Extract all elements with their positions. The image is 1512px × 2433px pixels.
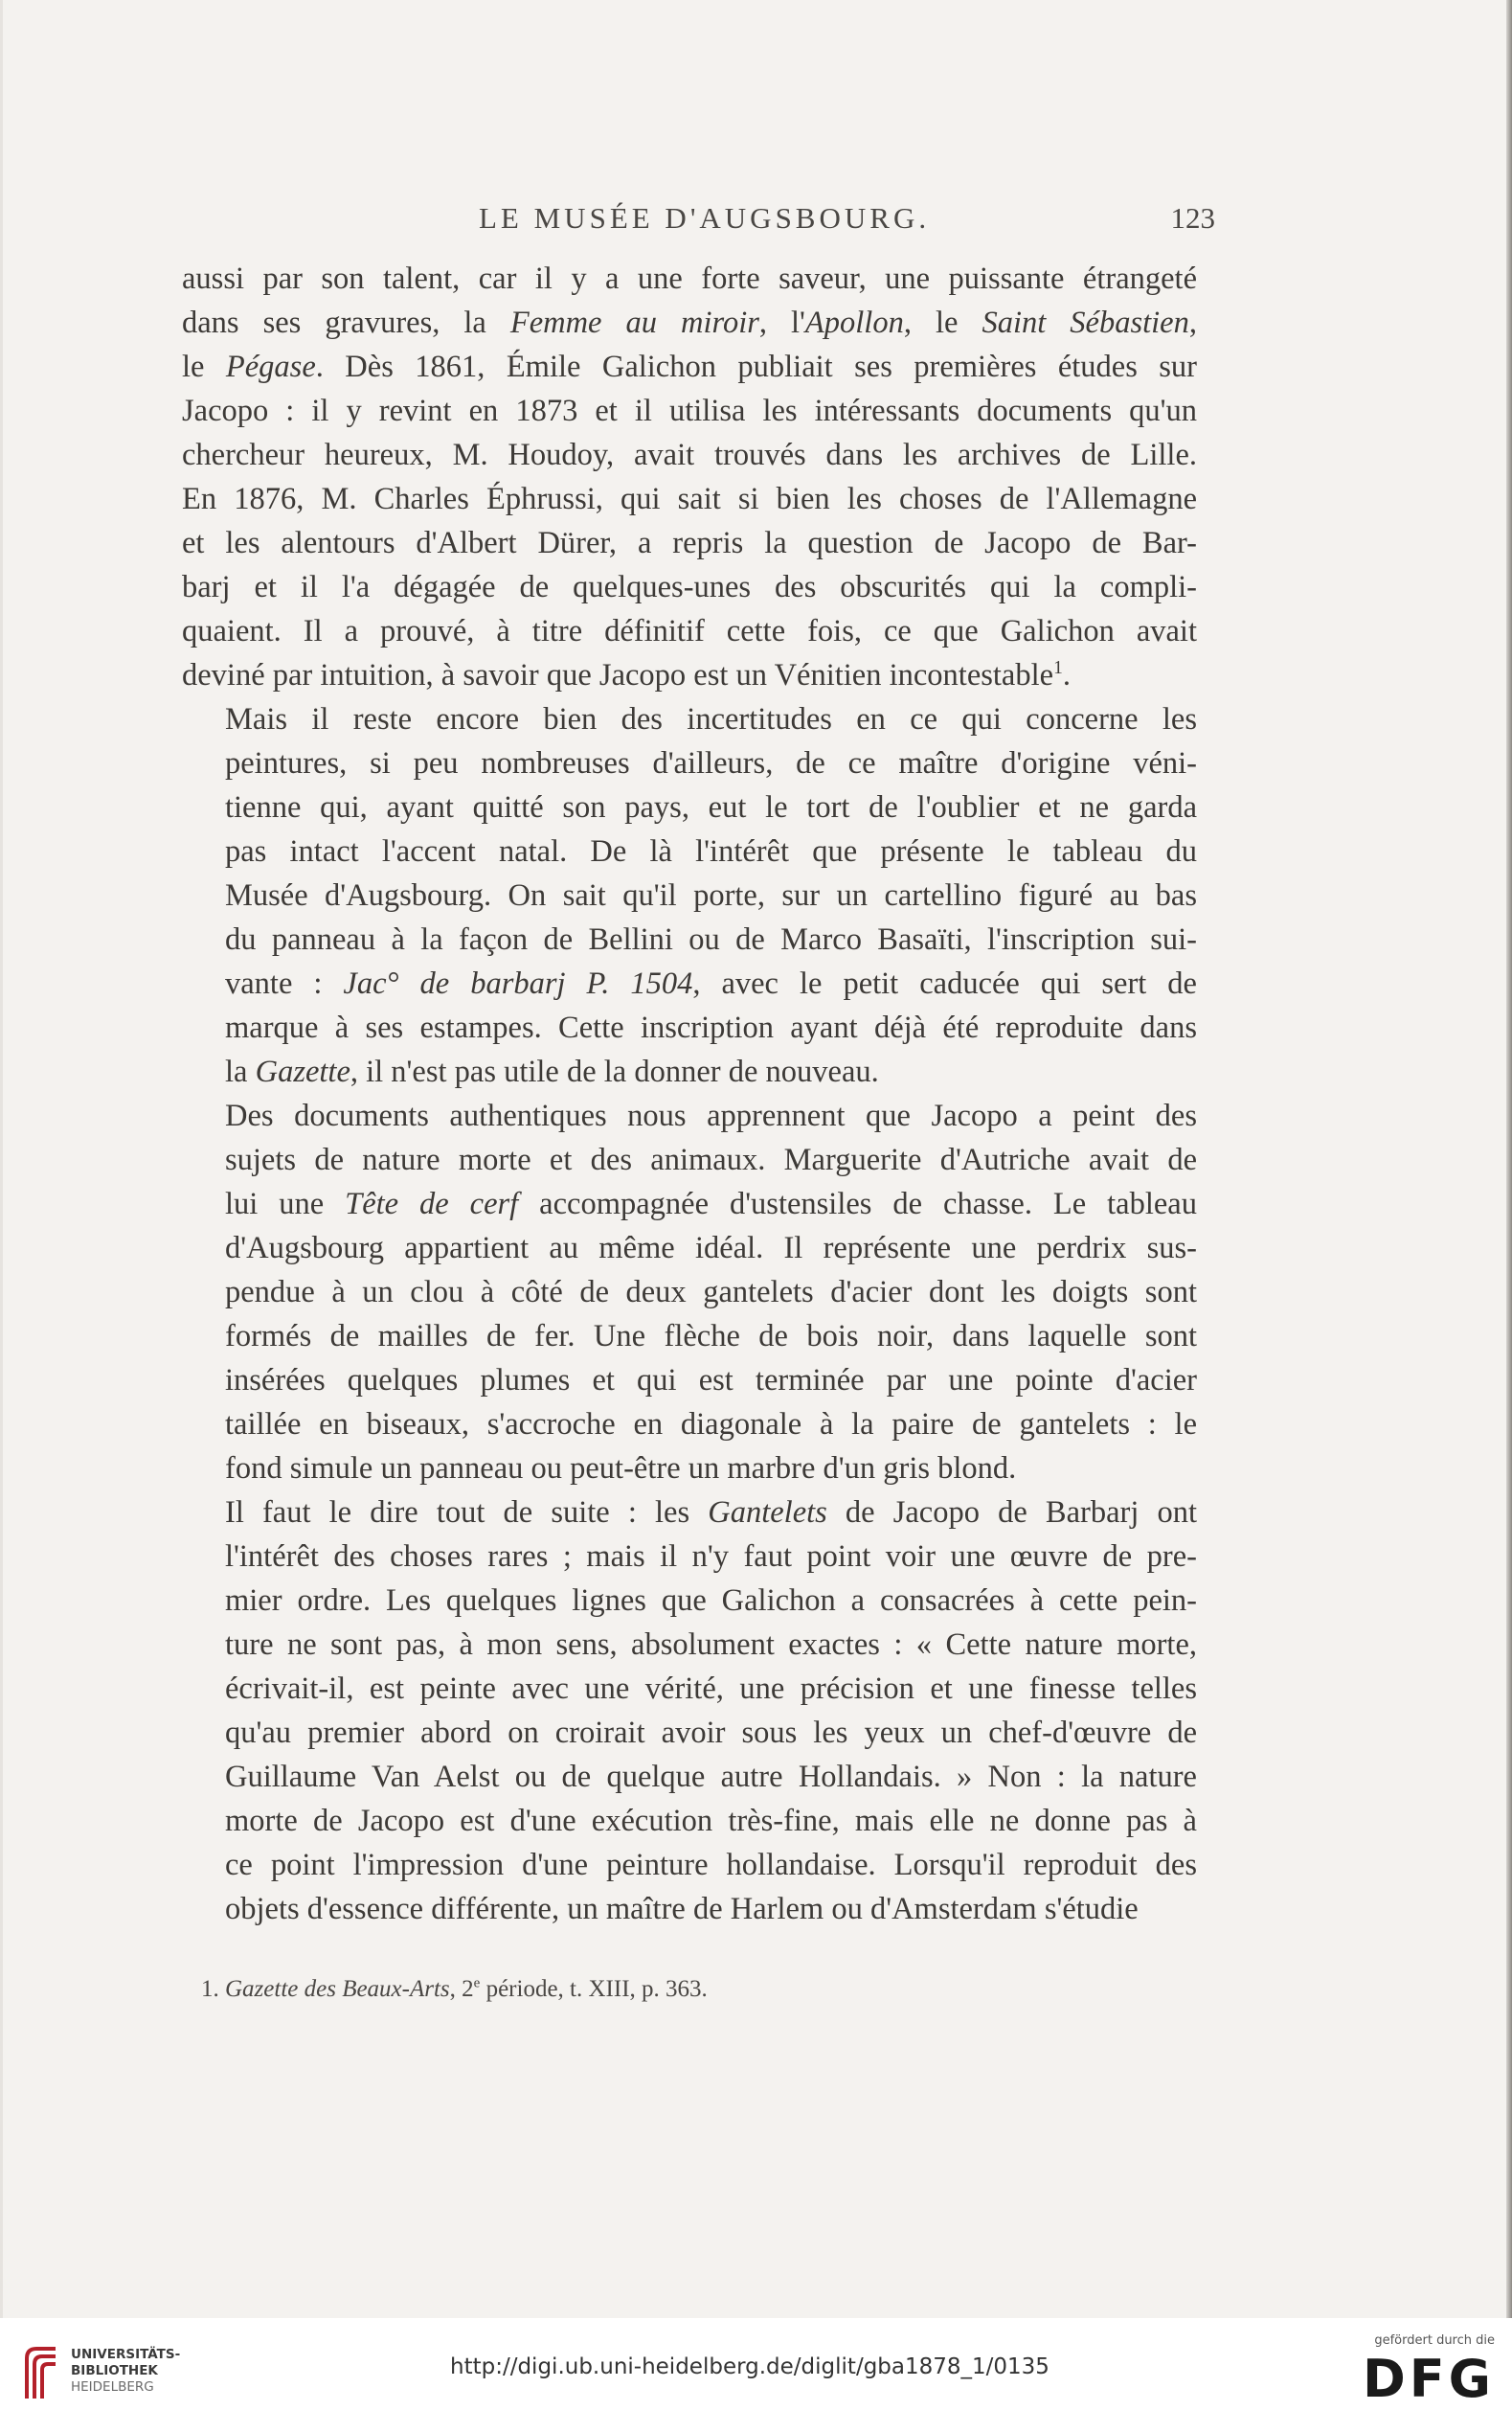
text-line: lui une Tête de cerf accompagnée d'ustensiles de chasse. Le tableau (225, 1187, 1197, 1221)
text-line: ce point l'impression d'une peinture hollandaise. Lorsqu'il reproduit des (225, 1848, 1197, 1882)
text-line: vante : Jac° de barbarj P. 1504, avec le petit caducée qui sert de (225, 966, 1197, 1001)
library-logo[interactable] (21, 2337, 193, 2414)
footer-bar (0, 2318, 1512, 2433)
text-line: insérées quelques plumes et qui est terminée par une pointe d'acier (225, 1363, 1197, 1398)
text-line: deviné par intuition, à savoir que Jacopo est un Vénitien incontestable$^1$. (182, 658, 1071, 693)
footnote-number: 1. (201, 1976, 219, 2002)
footnote-sup: e (473, 1975, 481, 1991)
text-line: taillée en biseaux, s'accroche en diagonale à la paire de gantelets : le (225, 1407, 1197, 1442)
funding-caption: gefördert durch die (1374, 2333, 1495, 2348)
paragraph-1 (182, 257, 1197, 697)
italic-title: Pégase (225, 350, 316, 384)
text-line: fond simule un panneau ou peut-être un marbre d'un gris blond. (225, 1451, 1017, 1486)
text-line: ture ne sont pas, à mon sens, absolument exactes : « Cette nature morte, (225, 1627, 1197, 1662)
text-line: Musée d'Augsbourg. On sait qu'il porte, sur un cartellino figuré au bas (225, 878, 1197, 913)
text-line: objets d'essence différente, un maître de Harlem ou d'Amsterdam s'étudie (225, 1892, 1139, 1926)
italic-title: Tête de cerf (345, 1187, 519, 1221)
text-line: chercheur heureux, M. Houdoy, avait trouvés dans les archives de Lille. (182, 438, 1197, 472)
footnote-rest-prefix: , 2 (449, 1976, 474, 2002)
text-line: marque à ses estampes. Cette inscription ayant déjà été reproduite dans (225, 1011, 1197, 1045)
footnote-rest-suffix: période, t. XIII, p. 363. (480, 1976, 708, 2002)
text-line: Il faut le dire tout de suite : les Gantelets de Jacopo de Barbarj ont (225, 1495, 1197, 1530)
source-url-link[interactable]: http://digi.ub.uni-heidelberg.de/diglit/gba1878_1/0135 (450, 2354, 1049, 2379)
text-line: peintures, si peu nombreuses d'ailleurs, de ce maître d'origine véni- (225, 746, 1197, 781)
italic-title: Saint Sébastien (982, 306, 1189, 340)
text-line: la Gazette, il n'est pas utile de la donner de nouveau. (225, 1055, 879, 1089)
text-line: pas intact l'accent natal. De là l'intérêt que présente le tableau du (225, 834, 1197, 869)
italic-title: Gazette (255, 1055, 350, 1089)
text-line: tienne qui, ayant quitté son pays, eut le tort de l'oublier et ne garda (225, 790, 1197, 825)
text-line: et les alentours d'Albert Dürer, a repris la question de Jacopo de Bar- (182, 526, 1197, 560)
italic-title: Femme au miroir (509, 306, 759, 340)
text-line: d'Augsbourg appartient au même idéal. Il représente une perdrix sus- (225, 1231, 1197, 1265)
text-line: du panneau à la façon de Bellini ou de Marco Basaïti, l'inscription sui- (225, 922, 1197, 957)
scan-edge-right (1506, 0, 1512, 2318)
text-line: Mais il reste encore bien des incertitudes en ce qui concerne les (225, 702, 1197, 737)
text-line: le Pégase. Dès 1861, Émile Galichon publiait ses premières études sur (182, 350, 1197, 384)
scan-edge-left (0, 0, 3, 2318)
text-line: formés de mailles de fer. Une flèche de bois noir, dans laquelle sont (225, 1319, 1197, 1353)
text-line: quaient. Il a prouvé, à titre définitif cette fois, ce que Galichon avait (182, 614, 1197, 648)
body-text (182, 257, 1197, 1931)
text-line: écrivait-il, est peinte avec une vérité, une précision et une finesse telles (225, 1671, 1197, 1706)
paragraph-2 (182, 697, 1197, 1094)
italic-title: Apollon (804, 306, 904, 340)
text-line: Des documents authentiques nous apprennent que Jacopo a peint des (225, 1099, 1197, 1133)
text-line: morte de Jacopo est d'une exécution très-fine, mais elle ne donne pas à (225, 1804, 1197, 1838)
running-head (0, 201, 1512, 249)
footnote-ref[interactable]: 1 (1053, 658, 1063, 679)
library-line-2: BIBLIOTHEK (71, 2363, 158, 2378)
footnote (201, 1976, 1159, 2003)
text-line: aussi par son talent, car il y a une forte saveur, une puissante étrangeté (182, 261, 1197, 296)
text-line: barj et il l'a dégagée de quelques-unes des obscurités qui la compli- (182, 570, 1197, 604)
paragraph-4 (182, 1490, 1197, 1931)
text-line: En 1876, M. Charles Éphrussi, qui sait si bien les choses de l'Allemagne (182, 482, 1197, 516)
dfg-funding[interactable] (1332, 2333, 1495, 2424)
footnote-title: Gazette des Beaux-Arts (225, 1976, 450, 2002)
text-line: mier ordre. Les quelques lignes que Galichon a consacrées à cette pein- (225, 1583, 1197, 1618)
text-line: pendue à un clou à côté de deux gantelets d'acier dont les doigts sont (225, 1275, 1197, 1309)
ub-heidelberg-logo-icon (21, 2345, 61, 2402)
library-name (71, 2347, 180, 2396)
text-line: l'intérêt des choses rares ; mais il n'y faut point voir une œuvre de pre- (225, 1539, 1197, 1574)
dfg-logo: DFG (1362, 2349, 1495, 2409)
paragraph-3 (182, 1094, 1197, 1490)
text-line: Jacopo : il y revint en 1873 et il utilisa les intéressants documents qu'un (182, 394, 1197, 428)
text-line: qu'au premier abord on croirait avoir sous les yeux un chef-d'œuvre de (225, 1716, 1197, 1750)
italic-title: Gantelets (708, 1495, 827, 1530)
text-line: dans ses gravures, la Femme au miroir, l'Apollon, le Saint Sébastien, (182, 306, 1197, 340)
library-line-3: HEIDELBERG (71, 2379, 154, 2395)
running-title: LE MUSÉE D'AUGSBOURG. (479, 201, 931, 235)
library-line-1: UNIVERSITÄTS- (71, 2347, 181, 2362)
italic-title: Jac° de barbarj P. 1504 (343, 966, 693, 1001)
text-line: Guillaume Van Aelst ou de quelque autre Hollandais. » Non : la nature (225, 1760, 1197, 1794)
page-number: 123 (1170, 201, 1215, 235)
text-line: sujets de nature morte et des animaux. Marguerite d'Autriche avait de (225, 1143, 1197, 1177)
